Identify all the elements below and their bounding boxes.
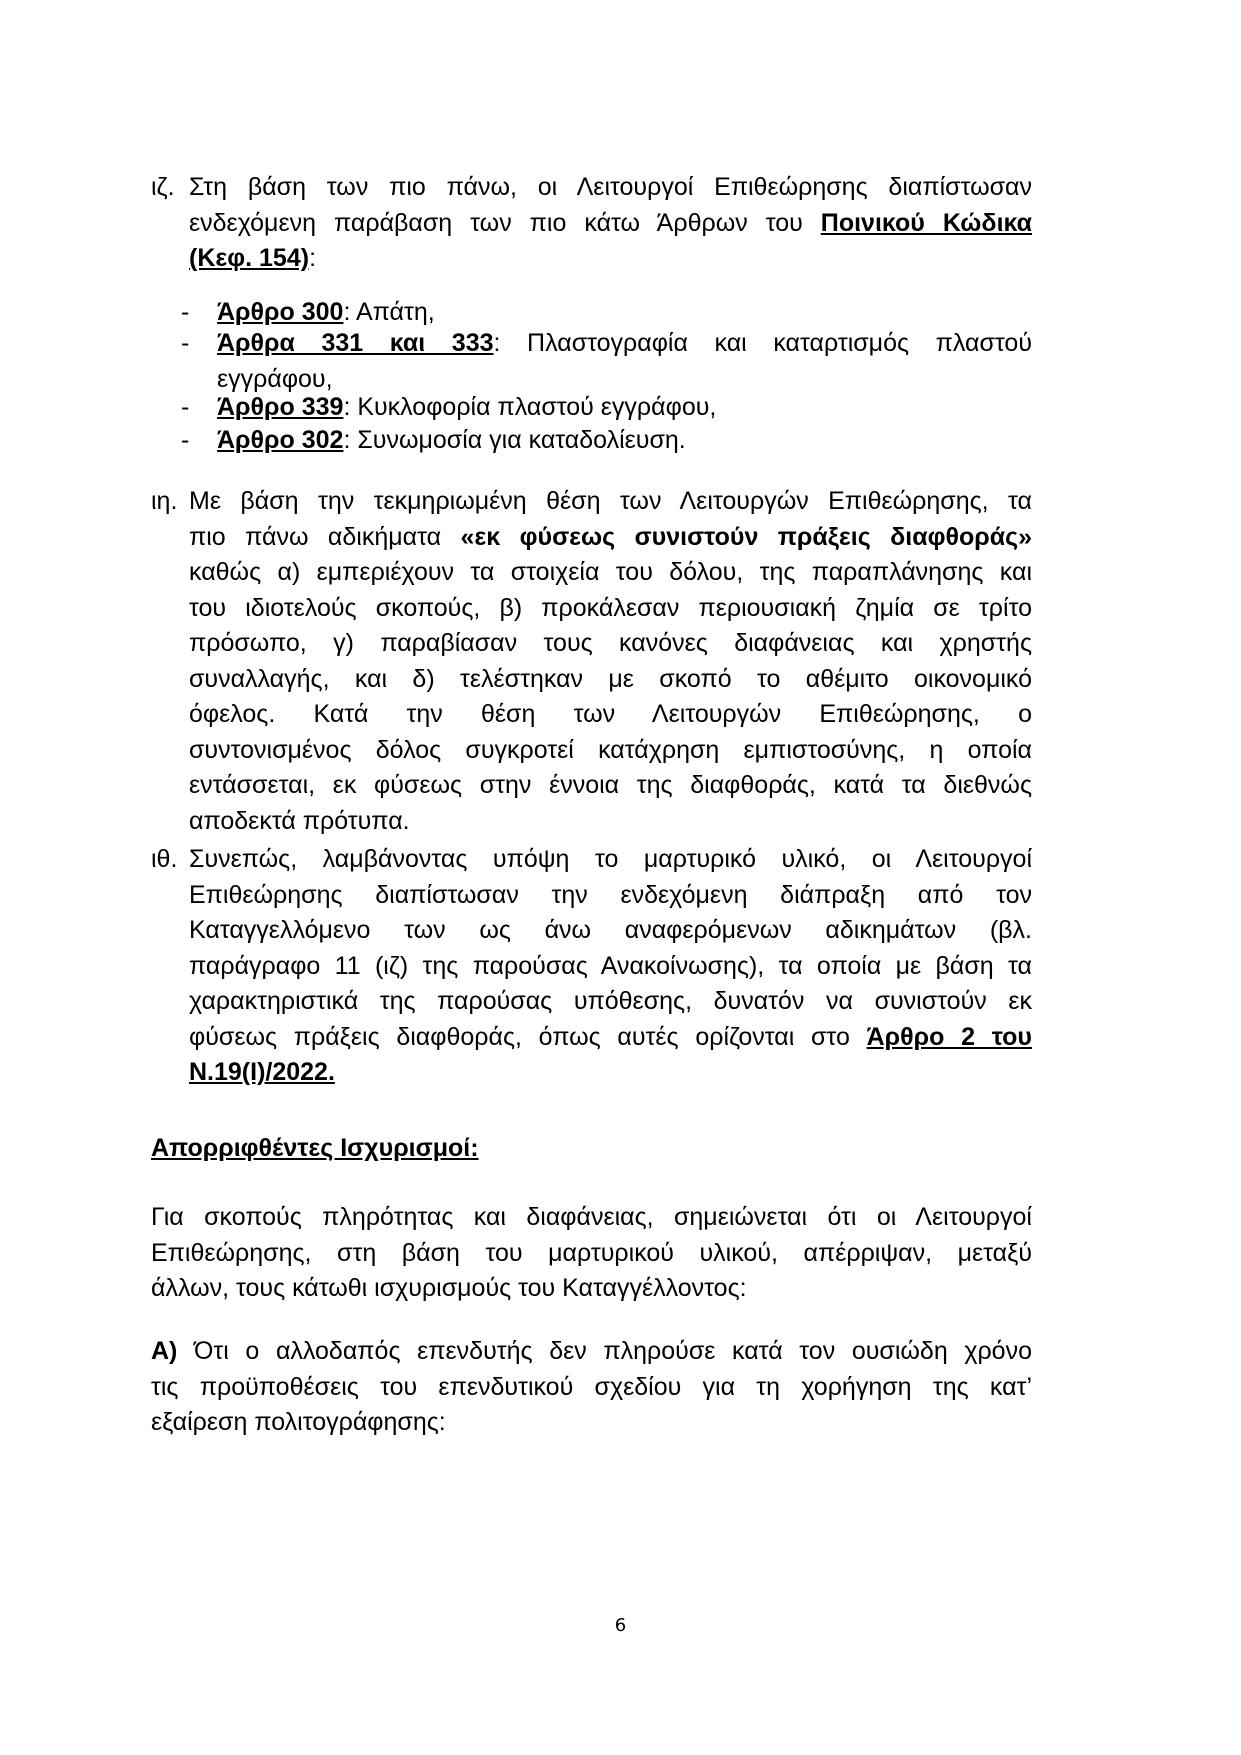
text-line: Επιθεώρησης διαπίστωσαν την ενδεχόμενη διάπραξη από τον <box>189 880 1032 909</box>
list-bullet: - <box>181 298 190 326</box>
text-line: εντάσσεται, εκ φύσεως στην έννοια της διαφθοράς, κατά τα διεθνώς <box>189 771 1032 799</box>
law-reference: (Κεφ. 154) <box>189 244 310 272</box>
text-line <box>189 1020 1032 1056</box>
text-line: συντονισμένος δόλος συγκροτεί κατάχρηση εμπιστοσύνης, η οποία <box>189 735 1032 764</box>
text-line <box>151 1334 1032 1370</box>
article-description: : Απάτη, <box>343 298 435 326</box>
text-line <box>189 241 1032 277</box>
paragraph-text <box>189 842 1032 1091</box>
text-line: Με βάση την τεκμηριωμένη θέση των Λειτουργών Επιθεώρησης, τα <box>189 487 1032 515</box>
article-reference: Άρθρα 331 και 333 <box>217 329 494 357</box>
article-description: : Κυκλοφορία πλαστού εγγράφου, <box>343 393 717 421</box>
text-line: Στη βάση των πιο πάνω, οι Λειτουργοί Επιθεώρησης διαπίστωσαν <box>189 173 1032 201</box>
article-description: : Πλαστογραφία και καταρτισμός πλαστού <box>493 329 1032 357</box>
text-line: παράγραφο 11 (ιζ) της παρούσας Ανακοίνωσης), τα οποία με βάση τα <box>189 951 1032 980</box>
law-reference: Ποινικού Κώδικα <box>820 208 1032 237</box>
law-reference: Άρθρο 2 του <box>866 1022 1032 1051</box>
text-line: του ιδιοτελούς σκοπούς, β) προκάλεσαν περιουσιακή ζημία σε τρίτο <box>189 593 1032 622</box>
text-span: ενδεχόμενη παράβαση των πιο κάτω Άρθρων του <box>189 208 821 237</box>
paragraph-text <box>189 170 1032 277</box>
text-line: καθώς α) εμπεριέχουν τα στοιχεία του δόλου, της παραπλάνησης και <box>189 558 1032 586</box>
paragraph-number: ιη. <box>151 487 178 515</box>
text-line: εξαίρεση πολιτογράφησης: <box>151 1408 446 1436</box>
list-bullet: - <box>181 329 190 357</box>
text-line: χαρακτηριστικά της παρούσας υπόθεσης, δυνατόν να συνιστούν εκ <box>189 987 1032 1015</box>
article-description-cont: εγγράφου, <box>217 364 333 393</box>
text-span: φύσεως πράξεις διαφθοράς, όπως αυτές ορίζονται στο <box>189 1022 867 1051</box>
text-line: Επιθεώρησης, στη βάση του μαρτυρικού υλικού, απέρριψαν, μεταξύ <box>151 1238 1032 1267</box>
text-line: Συνεπώς, λαμβάνοντας υπόψη το μαρτυρικό υλικό, οι Λειτουργοί <box>189 845 1032 873</box>
text-line: Καταγγελλόμενο των ως άνω αναφερόμενων αδικημάτων (βλ. <box>189 916 1032 944</box>
text-span: Ότι ο αλλοδαπός επενδυτής δεν πληρούσε κατά τον ουσιώδη χρόνο <box>177 1337 1032 1365</box>
text-span: πιο πάνω αδικήματα <box>189 522 461 551</box>
law-reference: Ν.19(Ι)/2022. <box>189 1058 335 1086</box>
page-number: 6 <box>614 1615 627 1636</box>
article-reference: Άρθρο 302 <box>217 426 344 454</box>
text-line <box>189 520 1032 556</box>
text-line: συναλλαγής, και δ) τελέστηκαν με σκοπό το αθέμιτο οικονομικό <box>189 664 1032 693</box>
article-reference: Άρθρο 339 <box>217 393 344 421</box>
text-line: όφελος. Κατά την θέση των Λειτουργών Επιθεώρησης, ο <box>189 700 1032 728</box>
text-line: πρόσωπο, γ) παραβίασαν τους κανόνες διαφάνειας και χρηστής <box>189 629 1032 657</box>
text-line: άλλων, τους κάτωθι ισχυρισμούς του Καταγγέλλοντος: <box>151 1274 747 1302</box>
paragraph-number: ιζ. <box>151 173 175 201</box>
claim-a <box>151 1334 1032 1441</box>
list-bullet: - <box>181 426 190 454</box>
intro-paragraph <box>151 1200 1032 1307</box>
article-description: : Συνωμοσία για καταδολίευση. <box>343 426 686 454</box>
paragraph-number: ιθ. <box>151 845 178 873</box>
bold-quote: «εκ φύσεως συνιστούν πράξεις διαφθοράς» <box>460 522 1032 551</box>
text-line <box>189 1055 1032 1091</box>
article-reference: Άρθρο 300 <box>217 298 344 326</box>
claim-label: Α) <box>151 1337 178 1365</box>
heading-text: Απορριφθέντες Ισχυρισμοί: <box>151 1134 479 1162</box>
text-line: αποδεκτά πρότυπα. <box>189 806 410 835</box>
section-heading <box>151 1131 1032 1167</box>
list-bullet: - <box>181 393 190 421</box>
text-line: Για σκοπούς πληρότητας και διαφάνειας, σημειώνεται ότι οι Λειτουργοί <box>151 1203 1032 1231</box>
paragraph-text <box>189 484 1032 839</box>
text-line: τις προϋποθέσεις του επενδυτικού σχεδίου για τη χορήγηση της κατ’ <box>151 1372 1032 1401</box>
text-span: : <box>309 244 317 272</box>
text-line <box>189 206 1032 242</box>
